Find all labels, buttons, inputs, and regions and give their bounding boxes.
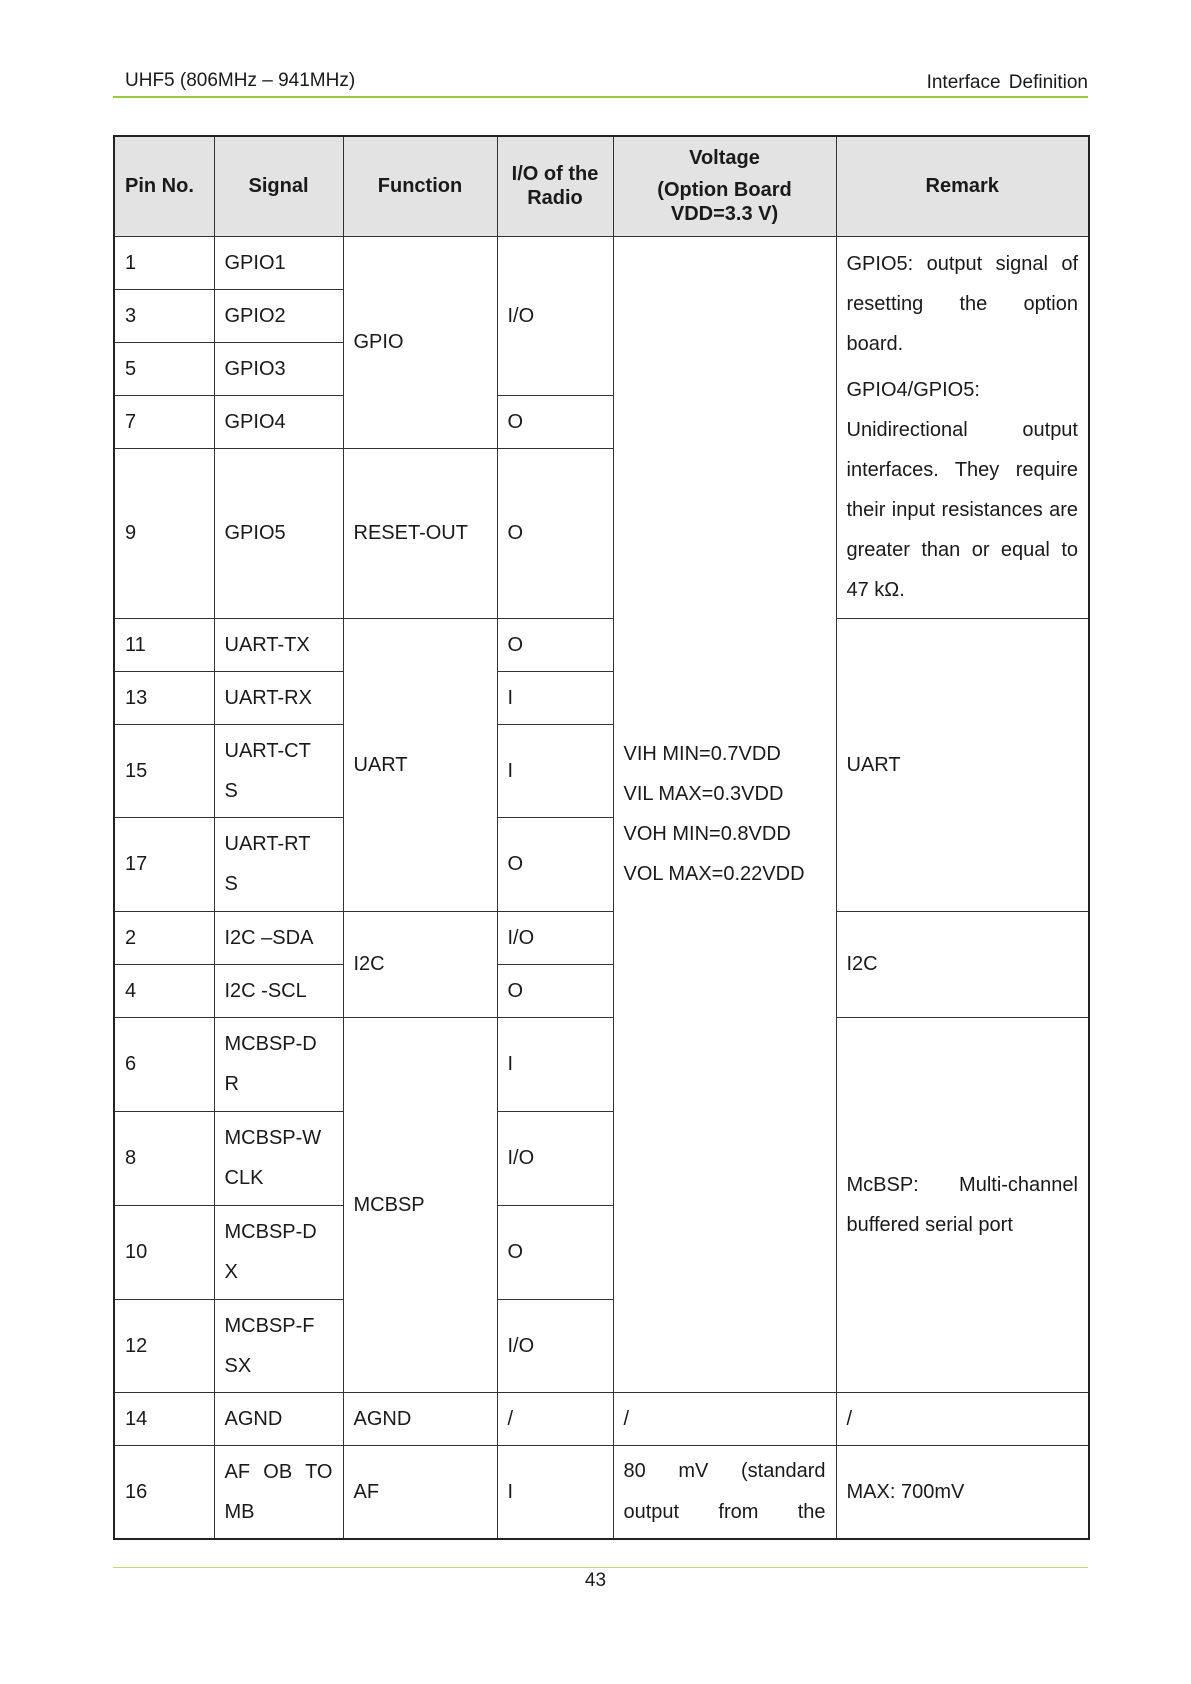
pin-cell: 16 xyxy=(114,1445,214,1539)
pin-cell: 12 xyxy=(114,1299,214,1392)
signal-cell: I2C -SCL xyxy=(214,964,343,1017)
pin-cell: 3 xyxy=(114,289,214,342)
voltage-header-line3: VDD=3.3 V) xyxy=(670,203,779,226)
table-row xyxy=(114,236,1089,289)
io-cell: I/O xyxy=(497,1111,613,1205)
io-cell: I/O xyxy=(497,1299,613,1392)
io-cell: O xyxy=(497,618,613,671)
io-cell: O xyxy=(497,817,613,911)
remark-gpio-paragraph-1: GPIO5: output signal of resetting the option board. xyxy=(846,253,1078,355)
table-row xyxy=(114,618,1089,671)
function-cell-uart: UART xyxy=(343,618,497,911)
signal-line: X xyxy=(224,1261,238,1283)
signal-cell: GPIO3 xyxy=(214,342,343,395)
signal-cell: I2C –SDA xyxy=(214,911,343,964)
signal-line: MCBSP-F xyxy=(224,1314,315,1337)
pin-cell: 9 xyxy=(114,448,214,618)
table-row xyxy=(114,911,1089,964)
function-cell: RESET-OUT xyxy=(343,448,497,618)
signal-cell: GPIO5 xyxy=(214,448,343,618)
function-cell-gpio: GPIO xyxy=(343,236,497,448)
io-cell: I/O xyxy=(497,911,613,964)
remark-cell: MAX: 700mV xyxy=(836,1445,1089,1539)
io-cell: I xyxy=(497,1017,613,1111)
remark-cell-i2c: I2C xyxy=(836,911,1089,1017)
voltage-line: VIH MIN=0.7VDD xyxy=(623,743,781,765)
voltage-cell: 80 mV (standard output from the xyxy=(613,1445,836,1539)
signal-cell: UART-RX xyxy=(214,671,343,724)
pin-cell: 10 xyxy=(114,1205,214,1299)
remark-cell-gpio xyxy=(836,236,1089,618)
pin-cell: 14 xyxy=(114,1392,214,1445)
voltage-cell: / xyxy=(613,1392,836,1445)
header-divider xyxy=(113,96,1088,98)
page-number: 43 xyxy=(584,1570,607,1591)
voltage-cell-common xyxy=(613,236,836,1392)
column-header-io: I/O of the Radio xyxy=(497,136,613,236)
function-cell-i2c: I2C xyxy=(343,911,497,1017)
signal-cell: UART-TX xyxy=(214,618,343,671)
column-header-function: Function xyxy=(343,136,497,236)
pin-cell: 11 xyxy=(114,618,214,671)
signal-line: UART-CT xyxy=(224,739,311,762)
signal-cell: AF OB TO MB xyxy=(214,1445,343,1539)
pin-cell: 7 xyxy=(114,395,214,448)
signal-cell: GPIO2 xyxy=(214,289,343,342)
signal-cell xyxy=(214,817,343,911)
voltage-line: VOL MAX=0.22VDD xyxy=(623,863,805,885)
io-cell: O xyxy=(497,448,613,618)
header-section-title: Interface Definition xyxy=(926,72,1088,93)
table-header-row xyxy=(114,136,1089,236)
signal-cell xyxy=(214,1111,343,1205)
signal-line: MCBSP-D xyxy=(224,1033,317,1055)
signal-cell xyxy=(214,724,343,817)
signal-line: R xyxy=(224,1073,239,1095)
pin-cell: 5 xyxy=(114,342,214,395)
voltage-line: VIL MAX=0.3VDD xyxy=(623,783,784,805)
remark-cell-mcbsp: McBSP: Multi-channel buffered serial port xyxy=(836,1017,1089,1392)
pin-cell: 2 xyxy=(114,911,214,964)
table-row xyxy=(114,1392,1089,1445)
signal-line: S xyxy=(224,779,238,802)
column-header-remark: Remark xyxy=(836,136,1089,236)
signal-line: UART-RT xyxy=(224,833,311,855)
function-cell: AF xyxy=(343,1445,497,1539)
signal-cell: AGND xyxy=(214,1392,343,1445)
remark-cell-uart: UART xyxy=(836,618,1089,911)
pin-cell: 6 xyxy=(114,1017,214,1111)
pin-cell: 17 xyxy=(114,817,214,911)
column-header-voltage xyxy=(613,136,836,236)
pin-cell: 1 xyxy=(114,236,214,289)
column-header-pin: Pin No. xyxy=(114,136,214,236)
remark-cell: / xyxy=(836,1392,1089,1445)
table-row xyxy=(114,1445,1089,1539)
remark-gpio-paragraph-2: GPIO4/GPIO5: Unidirectional output interfaces. They require their input resistances are greater than or equal to 47 kΩ. xyxy=(846,379,1078,601)
signal-line: MCBSP-W xyxy=(224,1127,322,1149)
signal-cell xyxy=(214,1017,343,1111)
voltage-line: VOH MIN=0.8VDD xyxy=(623,823,791,845)
voltage-header-line2: (Option Board xyxy=(657,179,792,202)
signal-line: S xyxy=(224,873,238,895)
signal-cell: GPIO4 xyxy=(214,395,343,448)
pin-cell: 15 xyxy=(114,724,214,817)
voltage-header-line1: Voltage xyxy=(689,147,760,170)
io-cell: I xyxy=(497,671,613,724)
function-cell: AGND xyxy=(343,1392,497,1445)
pin-cell: 13 xyxy=(114,671,214,724)
io-cell: O xyxy=(497,964,613,1017)
io-cell: / xyxy=(497,1392,613,1445)
pin-cell: 8 xyxy=(114,1111,214,1205)
io-cell: O xyxy=(497,395,613,448)
header-document-title: UHF5 (806MHz – 941MHz) xyxy=(125,70,356,91)
signal-cell: GPIO1 xyxy=(214,236,343,289)
signal-cell xyxy=(214,1299,343,1392)
signal-line: MCBSP-D xyxy=(224,1221,317,1243)
io-cell-gpio: I/O xyxy=(497,236,613,395)
signal-line: CLK xyxy=(224,1167,264,1189)
signal-cell xyxy=(214,1205,343,1299)
interface-definition-table xyxy=(113,135,1090,1540)
table-row xyxy=(114,1017,1089,1111)
footer-divider xyxy=(113,1567,1088,1568)
io-cell: I xyxy=(497,1445,613,1539)
io-cell: O xyxy=(497,1205,613,1299)
function-cell-mcbsp: MCBSP xyxy=(343,1017,497,1392)
io-cell: I xyxy=(497,724,613,817)
pin-cell: 4 xyxy=(114,964,214,1017)
signal-line: SX xyxy=(224,1354,252,1377)
column-header-signal: Signal xyxy=(214,136,343,236)
